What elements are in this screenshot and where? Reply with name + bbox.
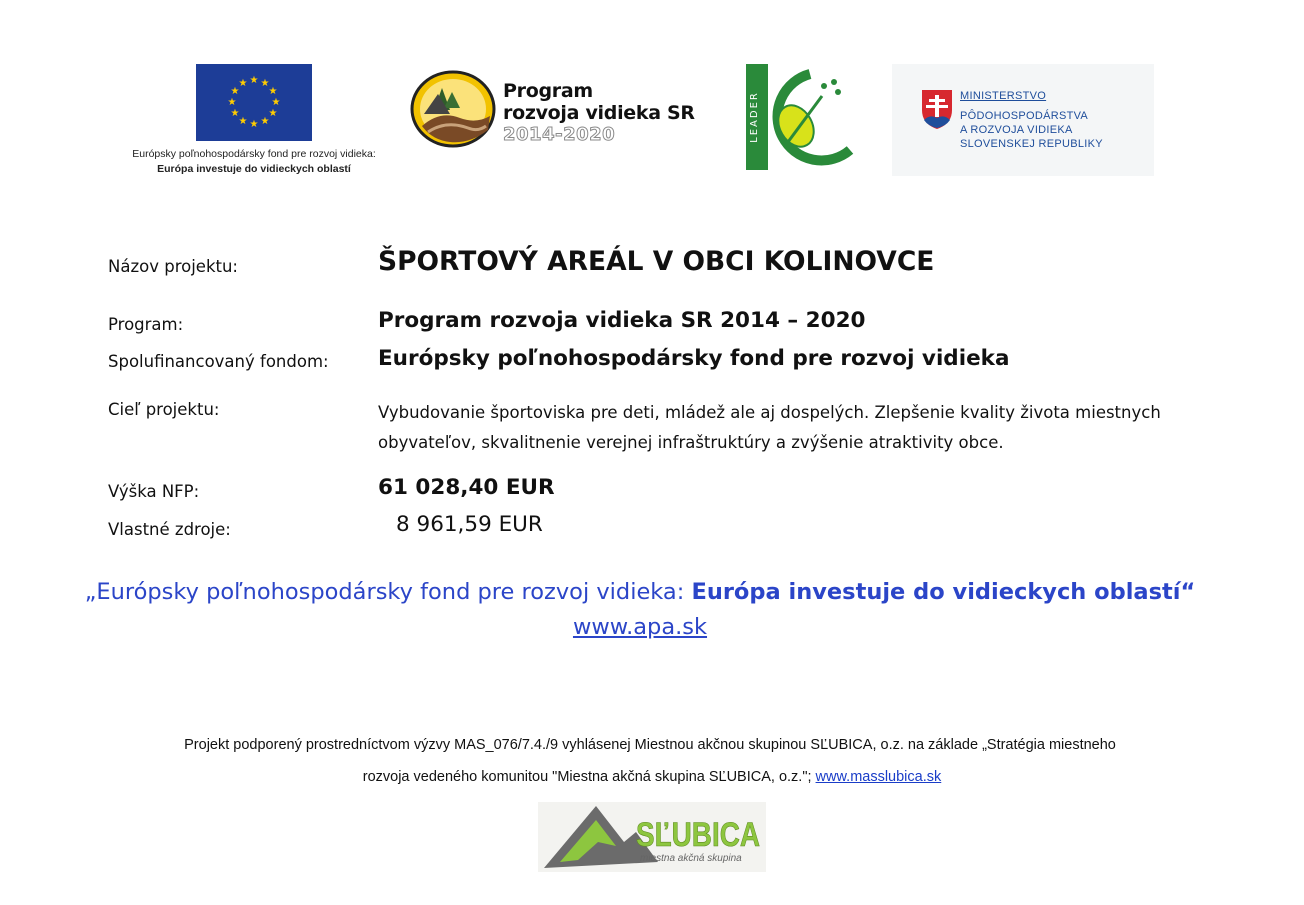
masslubica-link[interactable]: www.masslubica.sk [815,769,942,785]
slovak-coat-of-arms-icon [920,88,954,130]
svg-text:★: ★ [268,108,278,119]
svg-text:★: ★ [238,78,248,89]
goal-label: Cieľ projektu: [108,400,220,419]
ministry-line4: SLOVENSKEJ REPUBLIKY [960,138,1103,150]
nfp-value: 61 028,40 EUR [378,475,555,500]
ministry-line2: PÔDOHOSPODÁRSTVA [960,110,1089,122]
leader-logo [746,64,852,170]
footer-line1: Projekt podporený prostredníctvom výzvy MAS_076/7.4./9 vyhlásenej Miestnou akčnou skupinou SĽUBICA, o.z. na základe „Stratégia miestneho [184,737,1116,753]
footer-line2-text: rozvoja vedeného komunitou "Miestna akčná skupina SĽUBICA, o.z."; [362,769,816,785]
project-name-value: ŠPORTOVÝ AREÁL V OBCI KOLINOVCE [378,246,935,277]
svg-text:★: ★ [260,116,270,127]
program-label: Program: [108,315,184,334]
svg-text:★: ★ [230,108,240,119]
leader-text: LEADER [749,91,760,143]
svg-text:★: ★ [249,119,259,130]
svg-text:★: ★ [238,116,248,127]
apa-link[interactable]: www.apa.sk [572,614,708,640]
prv-title-line2: rozvoja vidieka SR [503,102,695,124]
ministry-line3: A ROZVOJA VIDIEKA [960,124,1073,136]
goal-value: Vybudovanie športoviska pre deti, mládež ale aj dospelých. Zlepšenie kvality života miestnych obyvateľov, skvalitnenie verejnej infraštruktúry a zvýšenie atraktivity obce. [378,403,1161,452]
fund-label: Spolufinancovaný fondom: [108,352,329,371]
svg-text:★: ★ [230,86,240,97]
eu-caption-line2: Európa investuje do vidieckych oblastí [157,163,351,175]
prv-title-years: 2014-2020 [503,124,616,145]
prv-title-line1: Program [503,80,593,102]
nfp-label: Výška NFP: [108,482,200,501]
own-resources-label: Vlastné zdroje: [108,520,231,539]
svg-text:★: ★ [227,97,237,108]
svg-text:★: ★ [260,78,270,89]
quote-regular: „Európsky poľnohospodársky fond pre rozvoj vidieka: [84,579,692,605]
eu-stars-icon [196,64,312,141]
slubica-name: SĽUBICA [636,816,760,854]
svg-text:★: ★ [249,75,259,86]
fund-value: Európsky poľnohospodársky fond pre rozvoj vidieka [378,346,1010,371]
slubica-subtitle: miestna akčná skupina [640,853,742,864]
apa-link-row [0,614,1280,640]
ministry-line1: MINISTERSTVO [960,90,1047,102]
eu-caption-line1: Európsky poľnohospodársky fond pre rozvoj vidieka: [132,148,376,160]
quote-bold: Európa investuje do vidieckych oblastí“ [691,579,1196,605]
eu-flag-logo [196,64,312,141]
prv-emblem-icon [410,70,496,148]
slubica-logo [538,802,766,872]
footer-line2 [0,769,1304,785]
own-resources-value: 8 961,59 EUR [396,512,543,537]
project-name-label: Názov projektu: [108,257,238,276]
svg-text:★: ★ [271,97,281,108]
program-value: Program rozvoja vidieka SR 2014 – 2020 [378,308,866,333]
eafrd-quote [0,579,1280,605]
svg-text:★: ★ [268,86,278,97]
